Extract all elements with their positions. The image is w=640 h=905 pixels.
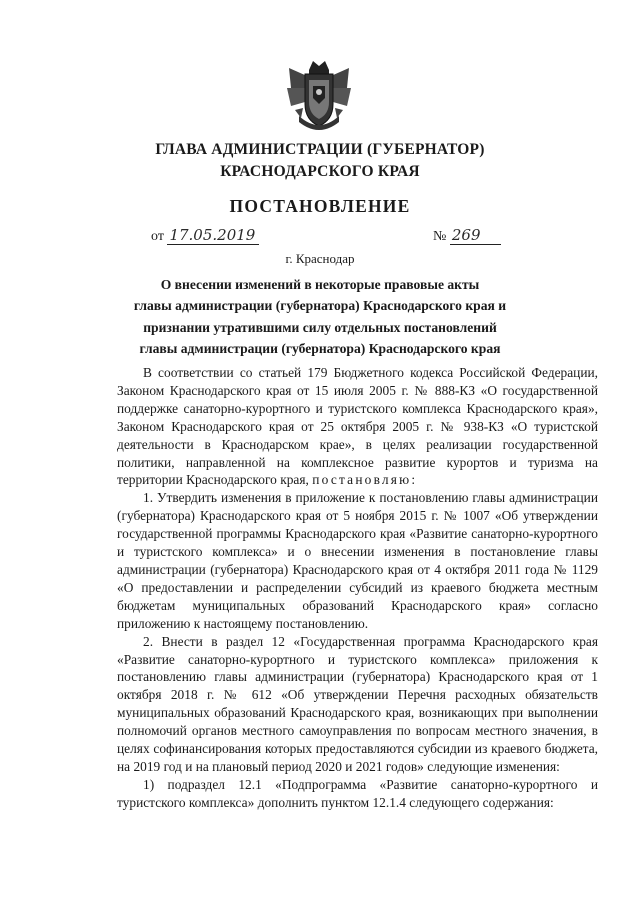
preamble-paragraph [117,364,598,489]
number-value: 269 [450,226,501,245]
document-subject [0,274,640,359]
paragraph-item-2: 2. Внести в раздел 12 «Государственная программа Краснодарского края «Развитие санаторно-курортного и туристского комплекса» приложения к постановлению главы администрации (губернатора) Краснодарского края от 1 октября 2018 г. № 612 «Об утверждении Перечня расходных обязательств муниципальных образований Краснодарского края, возникающих при выполнении полномочий органов местного самоуправления по вопросам местного значения, в целях софинансирования которых предоставляются субсидии из краевого бюджета, на 2019 год и на плановый период 2020 и 2021 годов» следующие изменения: [117,633,598,774]
preamble-text: В соответствии со статьей 179 Бюджетного кодекса Российской Федерации, Законом Краснодарского края от 15 июля 2005 г. № 888-КЗ «О государственной поддержке санаторно-курортного и туристского комплекса Краснодарского края», Законом Краснодарского края от 25 октября 2005 г. № 938-КЗ «О туристской деятельности в Краснодарском крае», в целях реализации государственной политики, направленной на комплексное развитие курортов и туризма на территории Краснодарского края, [117,365,598,488]
city-name: г. Краснодар [285,251,355,266]
document-type-title: ПОСТАНОВЛЕНИЕ [229,196,411,216]
subject-line: главы администрации (губернатора) Краснодарского края [139,340,501,356]
subject-line: признании утратившими силу отдельных постановлений [143,319,497,335]
date-prefix: от [151,229,164,244]
number-prefix: № [433,229,447,244]
subject-line: О внесении изменений в некоторые правовые акты [160,277,480,292]
paragraph-item-1: 1. Утвердить изменения в приложение к постановлению главы администрации (губернатора) Краснодарского края от 5 ноября 2015 г. № 1007 «Об утверждении государственной программы Краснодарского края «Развитие санаторно-курортного и туристского комплекса» и о внесении изменения в постановление главы администрации (губернатора) Краснодарского края от 4 октября 2011 года № 1129 «О предоставлении и распределении субсидий из краевого бюджета местным бюджетам муниципальных образований Краснодарского края» согласно приложению к настоящему постановлению. [117,490,598,631]
date-value: 17.05.2019 [167,226,259,245]
krasnodar-coat-of-arms-icon [285,58,353,134]
authority-name-line-1: ГЛАВА АДМИНИСТРАЦИИ (ГУБЕРНАТОР) [155,141,485,158]
document-number [433,226,501,245]
document-date [151,226,259,245]
document-body [117,364,598,812]
paragraph-item-2-1: 1) подраздел 12.1 «Подпрограмма «Развитие санаторно-курортного и туристского комплекса» дополнить пунктом 12.1.4 следующего содержания: [117,776,598,810]
resolve-keyword: постановляю: [312,472,418,488]
authority-name-line-2: КРАСНОДАРСКОГО КРАЯ [220,163,420,180]
subject-line: главы администрации (губернатора) Краснодарского края и [133,298,507,314]
